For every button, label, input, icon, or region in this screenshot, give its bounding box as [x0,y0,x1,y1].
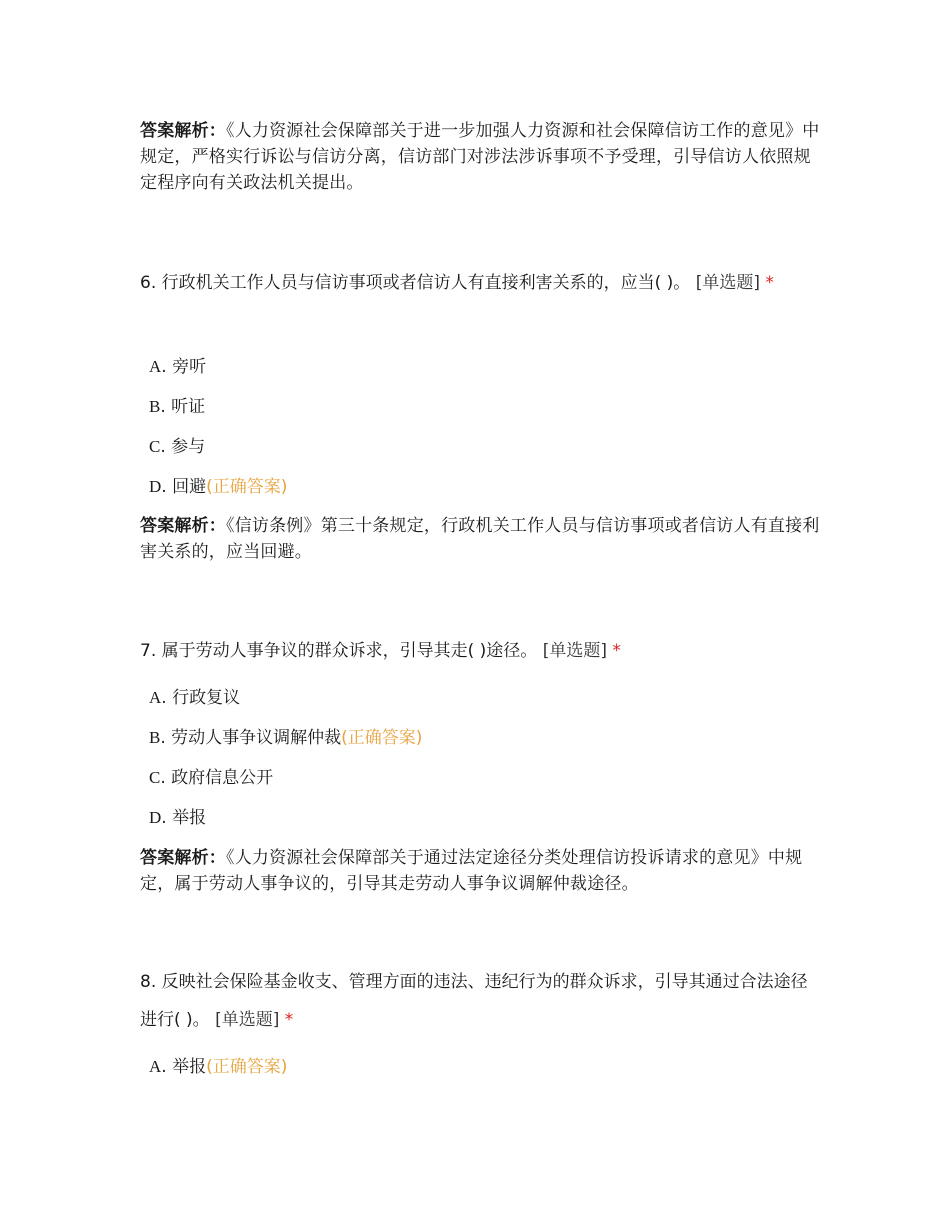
option-text: 回避 [172,477,207,497]
question-6 [140,264,820,302]
question-number: 7 [140,641,151,661]
option-text: 行政复议 [172,688,241,708]
question-type-tag: [单选题] [542,641,607,661]
question-number-dot: . [150,641,157,661]
analysis-paragraph [140,513,820,565]
analysis-label: 答案解析： [140,848,226,868]
option-text: 劳动人事争议调解仲裁 [171,728,342,748]
analysis-text: 《人力资源社会保障部关于通过法定途径分类处理信访投诉请求的意见》中规定，属于劳动人事争议的，引导其走劳动人事争议调解仲裁途径。 [140,848,803,894]
analysis-text: 《人力资源社会保障部关于进一步加强人力资源和社会保障信访工作的意见》中规定，严格实行诉讼与信访分离，信访部门对涉法涉诉事项不予受理，引导信访人依照规定程序向有关政法机关提出。 [140,121,820,193]
option-b[interactable]: B. 听证 [149,397,206,417]
question-text: 反映社会保险基金收支、管理方面的违法、违纪行为的群众诉求，引导其通过合法途径进行( )。 [140,972,808,1030]
question-number: 8 [140,972,151,992]
option-text: 旁听 [172,357,207,377]
option-d[interactable]: D. 回避(正确答案) [149,477,288,497]
required-mark: * [765,273,774,293]
required-mark: * [612,641,621,661]
correct-answer-marker: (正确答案) [341,728,423,748]
analysis-label: 答案解析： [140,121,226,141]
analysis-text: 《信访条例》第三十条规定，行政机关工作人员与信访事项或者信访人有直接利害关系的，应当回避。 [140,516,820,562]
option-text: 听证 [171,397,206,417]
question-8 [140,963,820,1039]
option-a[interactable]: A. 行政复议 [149,688,241,708]
question-type-tag: [单选题] [215,1010,280,1030]
analysis-label: 答案解析： [140,516,226,536]
question-number-dot: . [150,972,157,992]
option-c[interactable]: C. 政府信息公开 [149,768,274,788]
option-b[interactable]: B. 劳动人事争议调解仲裁(正确答案) [149,728,423,748]
correct-answer-marker: (正确答案) [206,1057,288,1077]
option-letter: D [149,808,162,827]
option-letter: B [149,728,161,747]
option-a[interactable]: A. 举报(正确答案) [149,1057,288,1077]
question-7 [140,632,820,670]
question-text: 行政机关工作人员与信访事项或者信访人有直接利害关系的，应当( )。 [161,273,691,293]
correct-answer-marker: (正确答案) [206,477,288,497]
option-text: 举报 [172,1057,207,1077]
option-text: 参与 [171,437,206,457]
question-number: 6 [140,273,151,293]
question-type-tag: [单选题] [695,273,760,293]
option-letter: A [149,1057,162,1076]
option-letter: A [149,357,162,376]
option-c[interactable]: C. 参与 [149,437,206,457]
option-d[interactable]: D. 举报 [149,808,207,828]
question-text: 属于劳动人事争议的群众诉求，引导其走( )途径。 [161,641,538,661]
option-letter: C [149,768,161,787]
option-text: 举报 [172,808,207,828]
option-a[interactable]: A. 旁听 [149,357,207,377]
option-letter: B [149,397,161,416]
analysis-paragraph [140,118,820,196]
option-text: 政府信息公开 [171,768,274,788]
option-letter: D [149,477,162,496]
analysis-paragraph [140,845,820,897]
option-letter: C [149,437,161,456]
question-number-dot: . [150,273,157,293]
option-letter: A [149,688,162,707]
required-mark: * [284,1010,294,1030]
